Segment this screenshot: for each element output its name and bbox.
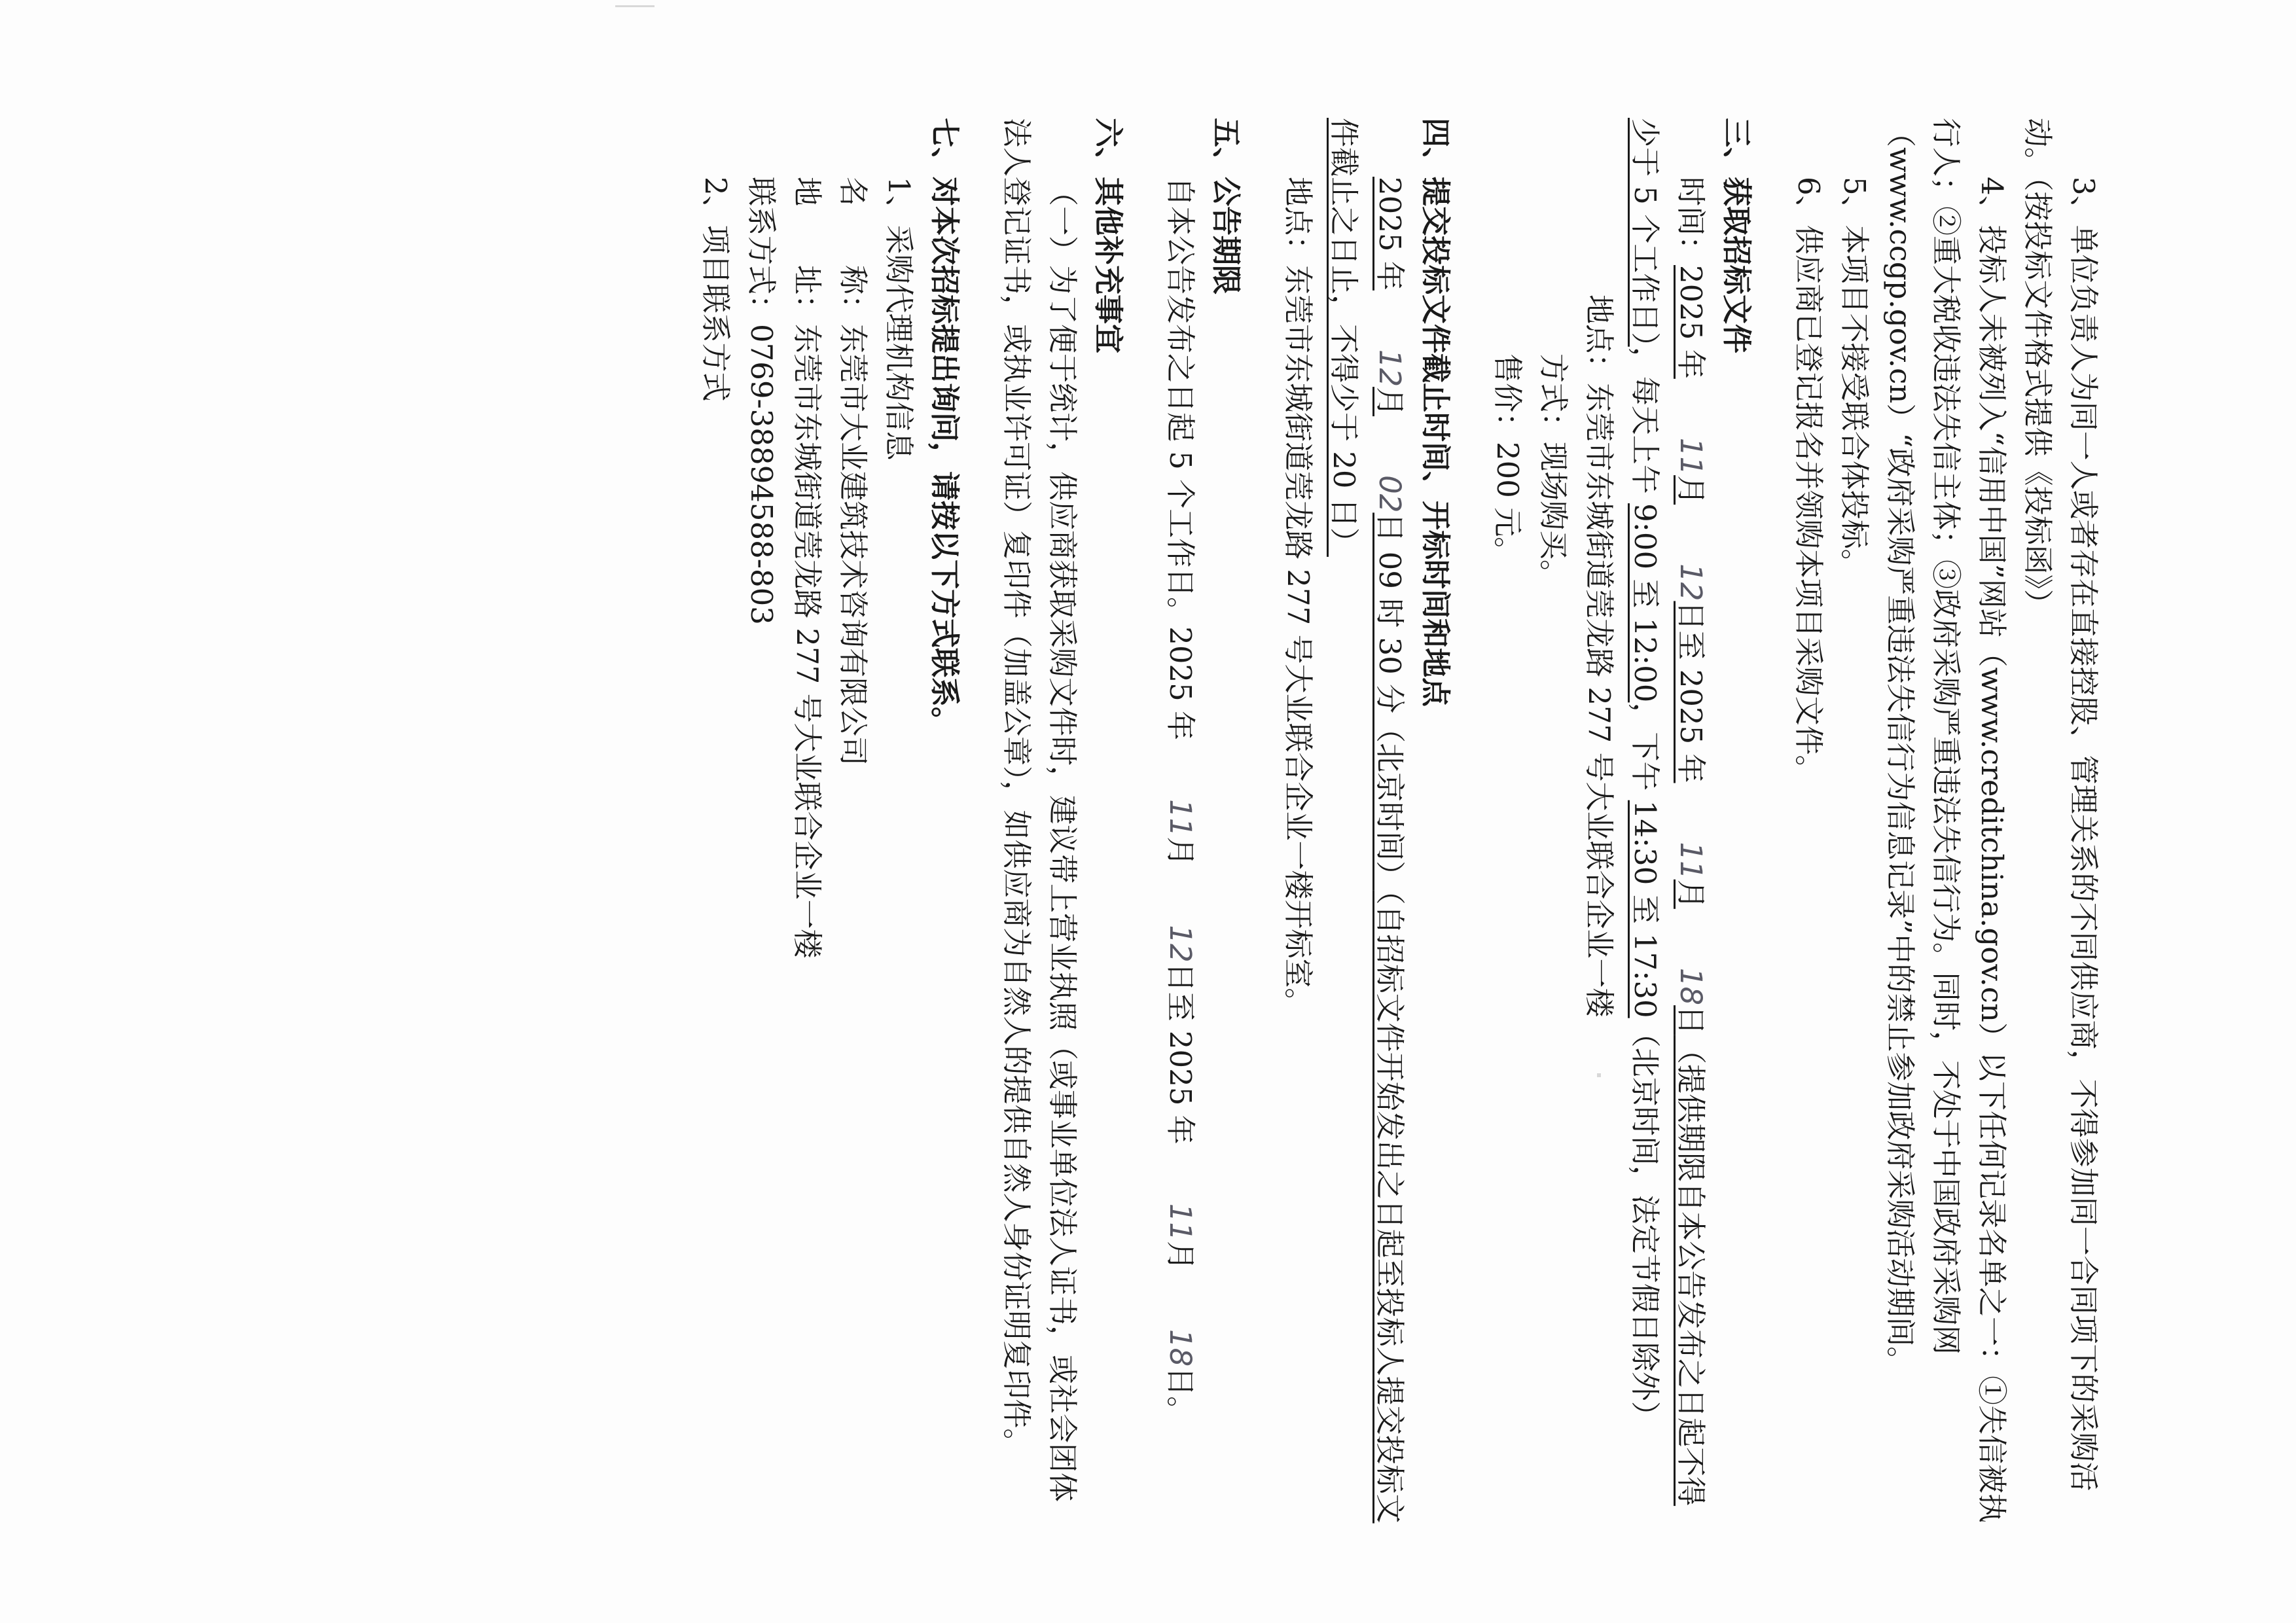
method-label: 方式： — [1536, 353, 1571, 442]
section-3-heading: 三、获取招标文件 — [1719, 118, 1754, 354]
handwritten-end-day: 18 — [1674, 967, 1708, 1006]
item-4: 4、投标人未被列入“信用中国”网站（www.creditchina.gov.cn）以下任何记录名单之一：①失信被执行人；②重大税收违法失信主体；③政府采购严重违法失信行为。同时，不处于中国政府采购网（www.ccgp.gov.cn）“政府采购严重违法失信行为信息记录”中的禁止参加政府采购活动期间。 — [1883, 118, 2009, 1523]
section-3-price — [1484, 118, 1530, 1525]
notice-start-month-suffix: 月 — [1163, 836, 1198, 866]
notice-end-day-suffix: 日。 — [1163, 1366, 1198, 1426]
section-4-place — [1275, 118, 1321, 1525]
deadline-text — [1327, 118, 1407, 1524]
handwritten-notice-start-month: 11 — [1163, 799, 1198, 837]
agency-name-label: 名 称： — [836, 177, 870, 325]
handwritten-end-month: 11 — [1674, 842, 1708, 880]
handwritten-deadline-day: 02 — [1372, 475, 1407, 513]
time-start-year: 2025 年 — [1674, 265, 1708, 379]
handwritten-notice-start-day: 12 — [1163, 925, 1198, 963]
section-4-heading: 四、提交投标文件截止时间、开标时间和地点 — [1418, 118, 1453, 707]
handwritten-notice-end-day: 18 — [1163, 1329, 1198, 1367]
time-end-day-suffix: 日 — [1674, 1005, 1708, 1035]
section-5-heading: 五、公告期限 — [1209, 118, 1244, 295]
notice-start-day-suffix: 日至 2025 年 — [1163, 962, 1198, 1145]
deadline-time: 日 09 时 30 分（北京时间） — [1372, 512, 1407, 891]
time-label: 时间： — [1674, 177, 1708, 266]
agency-address-value: 东莞市东城街道莞龙路 277 号大业联合企业一楼 — [790, 324, 825, 959]
open-place-value: 东莞市东城街道莞龙路 277 号大业联合企业一楼开标室。 — [1281, 265, 1316, 1018]
deadline-month-suffix: 月 — [1372, 387, 1407, 417]
time-afternoon-prefix: ，下午 — [1628, 702, 1662, 800]
item-5: 5、本项目不接受联合体投标。 — [1837, 177, 1872, 579]
document-body — [692, 118, 2106, 1525]
deadline-note: （自招标文件开始发出之日起至投标人提交投标文件截止之日止，不得少于 20 日） — [1327, 118, 1407, 1524]
handwritten-start-day: 12 — [1674, 563, 1708, 601]
item-3: 3、单位负责人为同一人或者存在直接控股、管理关系的不同供应商，不得参加同一合同项下的采购活动。（按投标文件格式提供《投标函》） — [2020, 118, 2101, 1491]
time-to: 日至 2025 年 — [1674, 601, 1708, 783]
notice-end-month-suffix: 月 — [1163, 1241, 1198, 1271]
agency-name — [830, 118, 876, 1525]
section-3-method — [1530, 118, 1576, 1525]
section-3-time — [1622, 118, 1713, 1525]
price-value: 200 元。 — [1490, 442, 1525, 567]
open-place-label: 地点： — [1281, 177, 1316, 266]
time-limit-note: （提供期限自本公告发布之日起不得少于 5 个工作日） — [1628, 118, 1708, 1507]
place-label: 地点： — [1582, 294, 1617, 383]
section-7-heading: 七、对本次招标提出询问，请按以下方式联系。 — [927, 118, 962, 737]
section-3-place — [1576, 118, 1622, 1525]
handwritten-start-month: 11 — [1674, 437, 1708, 476]
agency-address — [784, 118, 830, 1525]
section-7-sub2: 2、项目联系方式 — [698, 177, 733, 402]
time-suffix: （北京时间，法定节假日除外） — [1628, 1018, 1662, 1431]
place-value: 东莞市东城街道莞龙路 277 号大业联合企业一楼 — [1582, 383, 1617, 1018]
method-value: 现场购买。 — [1536, 442, 1571, 590]
section-6-text: （一）为了便于统计，供应商获取采购文件时，建议带上营业执照（或事业单位法人证书，或社会团体法人登记证书，或执业许可证）复印件（加盖公章），如供应商为自然人的提供自然人身份证明复印件。 — [999, 118, 1080, 1503]
time-end-month-suffix: 月 — [1674, 879, 1708, 909]
section-6-heading: 六、其他补充事宜 — [1091, 118, 1126, 354]
agency-address-label: 地 址： — [790, 177, 825, 325]
handwritten-notice-end-month: 11 — [1163, 1203, 1198, 1241]
time-start-month-suffix: 月 — [1674, 475, 1708, 505]
handwritten-deadline-month: 12 — [1372, 349, 1407, 387]
section-4-deadline — [1321, 118, 1412, 1525]
agency-name-value: 东莞市大业建筑技术咨询有限公司 — [836, 324, 870, 766]
section-5-text — [1157, 118, 1203, 1525]
time-daily-prefix: ，每天上午 — [1628, 346, 1662, 504]
deadline-year: 2025 年 — [1372, 177, 1407, 291]
agency-contact — [738, 118, 784, 1525]
time-morning: 9:00 至 12:00 — [1628, 503, 1662, 703]
agency-contact-label: 联系方式： — [744, 177, 779, 325]
item-6: 6、供应商已登记报名并领购本项目采购文件。 — [1791, 177, 1826, 785]
price-label: 售价： — [1490, 353, 1525, 442]
agency-contact-value: 0769-38894588-803 — [744, 324, 779, 625]
notice-period-prefix: 自本公告发布之日起 5 个工作日。2025 年 — [1163, 177, 1198, 741]
section-7-sub1: 1、采购代理机构信息 — [882, 177, 916, 461]
time-afternoon: 14:30 至 17:30 — [1628, 800, 1662, 1018]
